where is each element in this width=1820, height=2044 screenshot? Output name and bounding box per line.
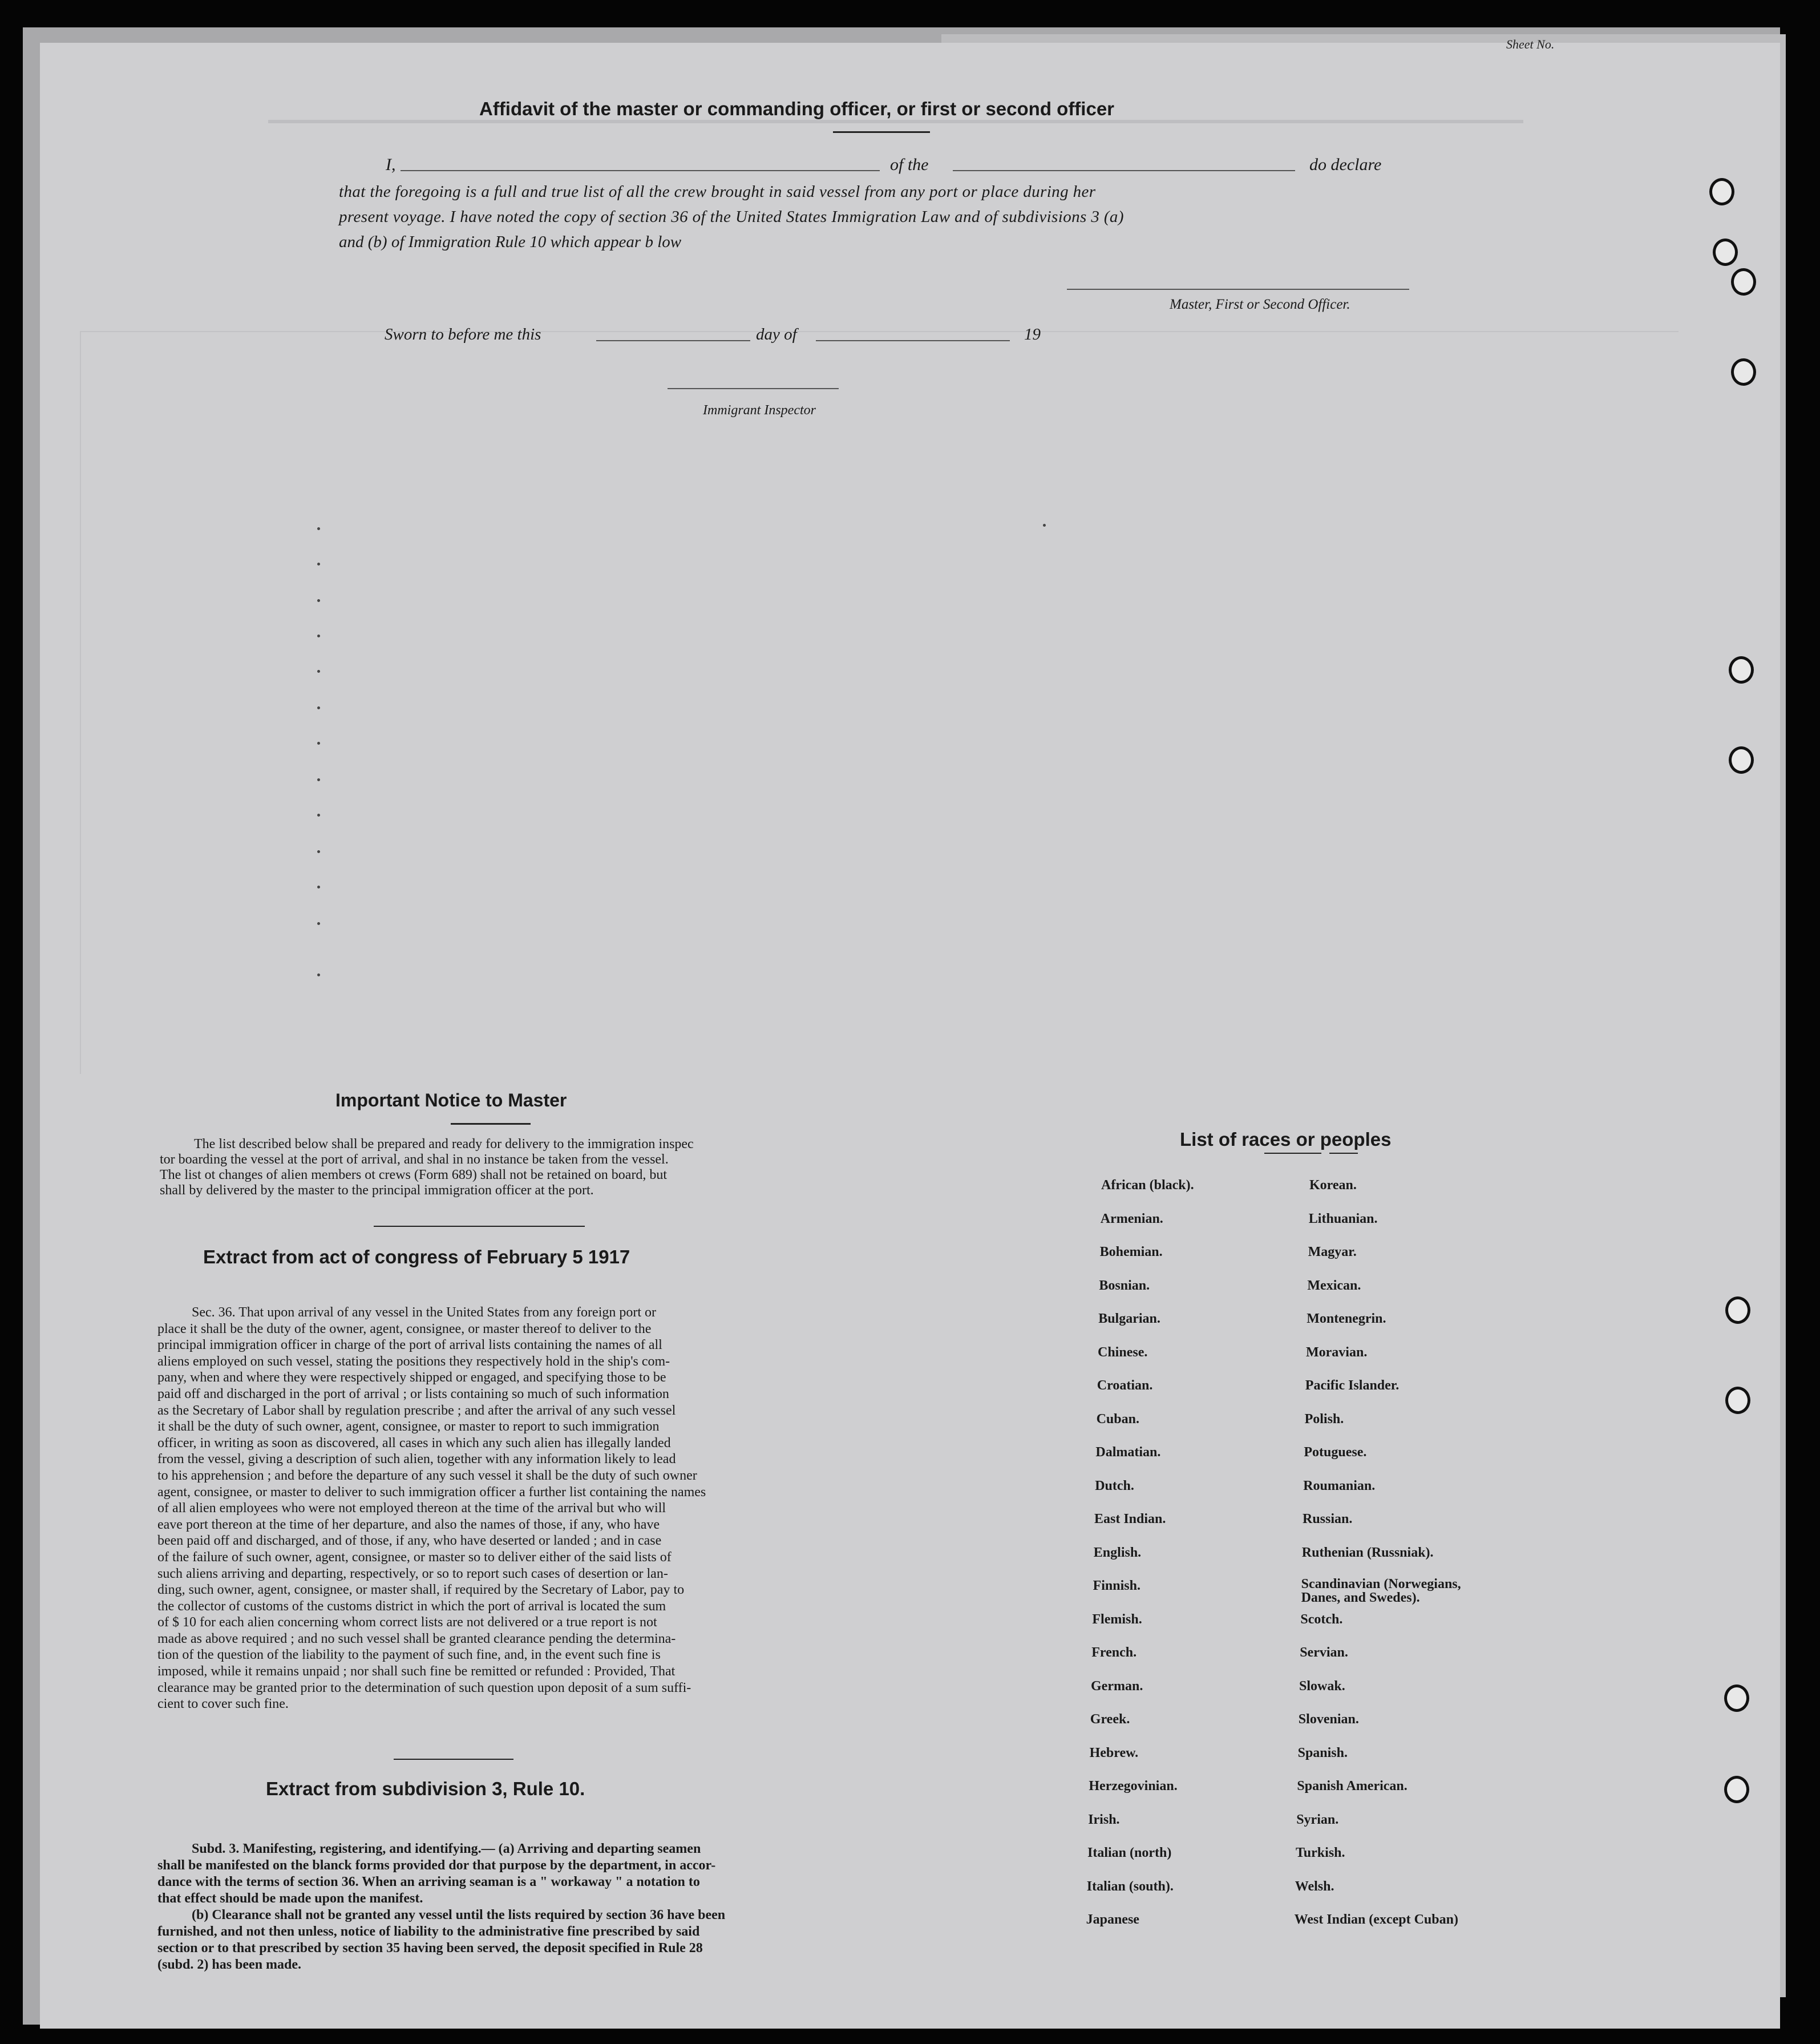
punch-hole-icon [1731,268,1756,296]
affidavit-line1-start: I, [386,155,396,174]
punch-hole-icon [1729,656,1754,684]
extract-line: tion of the question of the liability to the payment of such fine, and, in the event such fine is [157,1647,661,1663]
extract-line: clearance may be granted prior to the determination of such question upon deposit of a sum suffi- [157,1680,691,1695]
extract-line: to his apprehension ; and before the departure of any such vessel it shall be the duty of such owner [157,1468,697,1483]
race-item: Spanish. [1297,1745,1348,1760]
race-item: Pacific Islander. [1305,1378,1400,1393]
affidavit-vessel-blank [953,170,1295,171]
race-item: Flemish. [1092,1611,1142,1627]
race-item: Russian. [1303,1512,1353,1526]
race-item: Welsh. [1295,1879,1334,1894]
punch-hole-icon [1725,1387,1750,1414]
row-dot [317,778,320,781]
inspector-label: Immigrant Inspector [703,403,816,418]
extract-line: agent, consignee, or master to deliver to such immigration officer a further list containing the names [157,1484,706,1500]
extract-line: imposed, while it remains unpaid ; nor shall such fine be remitted or refunded : Provided, That [157,1664,676,1679]
punch-hole-icon [1725,1296,1750,1324]
race-item: Dutch. [1095,1478,1134,1493]
affidavit-title: Affidavit of the master or commanding officer, or first or second officer [479,98,1115,119]
race-item: Syrian. [1296,1812,1339,1827]
affidavit-line2: that the foregoing is a full and true list of all the crew brought in said vessel from any port or place during her [339,183,1096,201]
notice-divider [374,1226,585,1227]
notice-line: The list described below shall be prepared and ready for delivery to the immigration inspec [194,1137,694,1152]
sworn-start: Sworn to before me this [385,325,541,344]
extract-line: furnished, and not then unless, notice of liability to the administrative fine prescribed by said [157,1924,700,1939]
row-dot [317,527,320,530]
row-dot [317,635,320,637]
bleed-through-text [268,120,1523,146]
extract-line: from the vessel, giving a description of such alien, together with any information likely to lead [157,1452,676,1467]
notice-line: The list ot changes of alien members ot crews (Form 689) shall not be retained on board, but [160,1168,668,1182]
notice-line: tor boarding the vessel at the port of arrival, and shal in no instance be taken from the vessel. [160,1152,669,1167]
race-item: Hebrew. [1089,1745,1139,1760]
races-title: List of races or peoples [1180,1129,1392,1150]
punch-hole-icon [1729,746,1754,774]
race-item: Servian. [1300,1645,1348,1660]
race-item: English. [1093,1545,1142,1560]
race-item: Bulgarian. [1098,1311,1160,1326]
race-item: Japanese [1086,1912,1139,1927]
extract-line: such aliens arriving and departing, respectively, or so to report such cases of desertion or lan- [157,1566,668,1581]
sworn-mid: day of [756,325,797,344]
extract-line: section or to that prescribed by section 35 having been served, the deposit specified in Rule 28 [157,1941,703,1956]
race-item: Scandinavian (Norwegians, Danes, and Swedes). [1301,1577,1461,1605]
extract-line: of all alien employees who were not employed thereon at the time of the arrival but who will [157,1501,666,1516]
race-item: Dalmatian. [1095,1445,1161,1460]
race-item: Moravian. [1306,1344,1368,1360]
race-item: African (black). [1101,1178,1194,1193]
race-item: Scotch. [1300,1611,1343,1627]
extract-line: eave port thereon at the time of her departure, and also the names of those, if any, who have [157,1517,660,1532]
row-dot [317,670,320,673]
race-item: Chinese. [1098,1344,1148,1360]
race-item: Potuguese. [1304,1445,1367,1460]
races-title-underline [1329,1153,1358,1154]
extract-line: been paid off and discharged, and of those, if any, who have deserted or landed ; and in case [157,1533,662,1549]
affidavit-line1-mid: of the [890,155,929,174]
extract-rule-text [157,1841,725,1973]
notice-text [160,1137,804,1198]
extract-line: as the Secretary of Labor shall by regulation prescribe ; and after the arrival of any such vessel [157,1403,676,1418]
extract-line: aliens employed on such vessel, stating the positions they respectively hold in the ship's com- [157,1354,670,1369]
affidavit-name-blank [401,170,880,171]
notice-title-rule [451,1123,531,1125]
race-item: Montenegrin. [1307,1311,1386,1326]
race-item: Slovenian. [1298,1712,1359,1727]
races-title-underline [1264,1153,1321,1154]
affidavit-title-rule [833,131,930,133]
extract-line: cient to cover such fine. [157,1696,289,1712]
act-divider [394,1759,513,1760]
sheet-number-label: Sheet No. [1506,37,1555,51]
extract-line: that effect should be made upon the manifest. [157,1891,423,1906]
row-dot [317,973,320,976]
extract-line: dance with the terms of section 36. When an arriving seaman is a " workaway " a notation to [157,1875,700,1889]
race-item: Greek. [1090,1712,1130,1727]
notice-line: shall by delivered by the master to the principal immigration officer at the port. [160,1183,594,1198]
extract-line: of $ 10 for each alien concerning whom correct lists are not delivered or a true report is not [157,1615,657,1630]
extract-line: shall be manifested on the blanck forms provided dor that purpose by the department, in accor- [157,1858,716,1873]
extract-line: of the failure of such owner, agent, consignee, or master so to deliver either of the said lists of [157,1549,672,1565]
extract-line: place it shall be the duty of the owner, agent, consignee, or master thereof to deliver to the [157,1321,652,1336]
punch-hole-icon [1724,1685,1749,1712]
race-item: Slowak. [1299,1678,1345,1694]
sworn-year: 19 [1024,325,1041,344]
extract-line: officer, in writing as soon as discovered, all cases in which any such alien has illegally landed [157,1435,671,1451]
race-item: Cuban. [1096,1411,1139,1427]
affidavit-line3: present voyage. I have noted the copy of section 36 of the United States Immigration Law and of subdivisions 3 (a) [339,208,1124,226]
race-item: Irish. [1088,1812,1120,1827]
row-dot [317,706,320,709]
sworn-day-blank [596,340,750,341]
race-item: Magyar. [1308,1245,1357,1259]
race-item: Bosnian. [1099,1278,1150,1293]
row-dot [1043,524,1046,527]
row-dot [317,563,320,565]
race-item: Italian (north) [1087,1845,1172,1860]
punch-hole-icon [1731,358,1756,386]
extract-line: made as above required ; and no such vessel shall be granted clearance pending the determina- [157,1631,676,1646]
affidavit-line4: and (b) of Immigration Rule 10 which appear b low [339,233,682,251]
race-item: Ruthenian (Russniak). [1301,1545,1434,1560]
extract-line: principal immigration officer in charge of the port of arrival lists containing the names of all [157,1338,662,1353]
race-item: Mexican. [1307,1278,1361,1293]
race-item: Herzegovinian. [1089,1779,1178,1793]
race-item: French. [1091,1645,1137,1660]
sworn-month-blank [816,340,1010,341]
race-item: German. [1091,1678,1143,1694]
race-item: Turkish. [1296,1845,1345,1860]
bleed-through-grid [80,331,1679,1074]
punch-hole-icon [1713,239,1738,266]
race-item: East Indian. [1094,1512,1166,1526]
extract-line: it shall be the duty of such owner, agent, consignee, or master to report to such immigration [157,1419,660,1435]
race-item: Spanish American. [1297,1779,1408,1793]
extract-act-title: Extract from act of congress of February 5 1917 [203,1246,630,1267]
extract-line: pany, when and where they were respectively shipped or engaged, and specifying those to be [157,1370,666,1385]
extract-line: ding, such owner, agent, consignee, or master shall, if required by the Secretary of Labor, pay to [157,1582,685,1598]
row-dot [317,742,320,745]
row-dot [317,886,320,888]
row-dot [317,599,320,602]
extract-line: Sec. 36. That upon arrival of any vessel in the United States from any foreign port or [192,1305,657,1320]
race-item: Bohemian. [1099,1245,1163,1259]
officer-signature-blank [1067,289,1409,290]
race-item: Croatian. [1097,1378,1153,1393]
race-item: Italian (south). [1086,1879,1174,1894]
race-item: West Indian (except Cuban) [1294,1912,1458,1927]
officer-label: Master, First or Second Officer. [1170,297,1350,312]
race-item: Finnish. [1093,1578,1140,1593]
row-dot [317,922,320,925]
race-item: Roumanian. [1303,1478,1376,1493]
notice-title: Important Notice to Master [335,1090,567,1110]
extract-act-text [157,1304,706,1712]
row-dot [317,850,320,853]
affidavit-line1-end: do declare [1309,155,1382,174]
extract-line: Subd. 3. Manifesting, registering, and identifying.— (a) Arriving and departing seamen [192,1841,701,1856]
punch-hole-icon [1724,1776,1749,1803]
punch-hole-icon [1709,178,1734,205]
extract-line: (b) Clearance shall not be granted any vessel until the lists required by section 36 have been [192,1908,726,1922]
extract-line: the collector of customs of the customs district in which the port of arrival is located the sum [157,1598,666,1614]
race-item: Korean. [1309,1178,1357,1193]
race-item: Lithuanian. [1308,1211,1378,1226]
extract-line: paid off and discharged in the port of arrival ; or lists containing so much of such information [157,1386,669,1401]
race-item: Polish. [1304,1411,1344,1427]
extract-rule-title: Extract from subdivision 3, Rule 10. [266,1778,585,1799]
inspector-signature-blank [668,388,839,389]
extract-line: (subd. 2) has been made. [157,1957,302,1972]
row-dot [317,814,320,817]
race-item: Armenian. [1100,1211,1163,1226]
